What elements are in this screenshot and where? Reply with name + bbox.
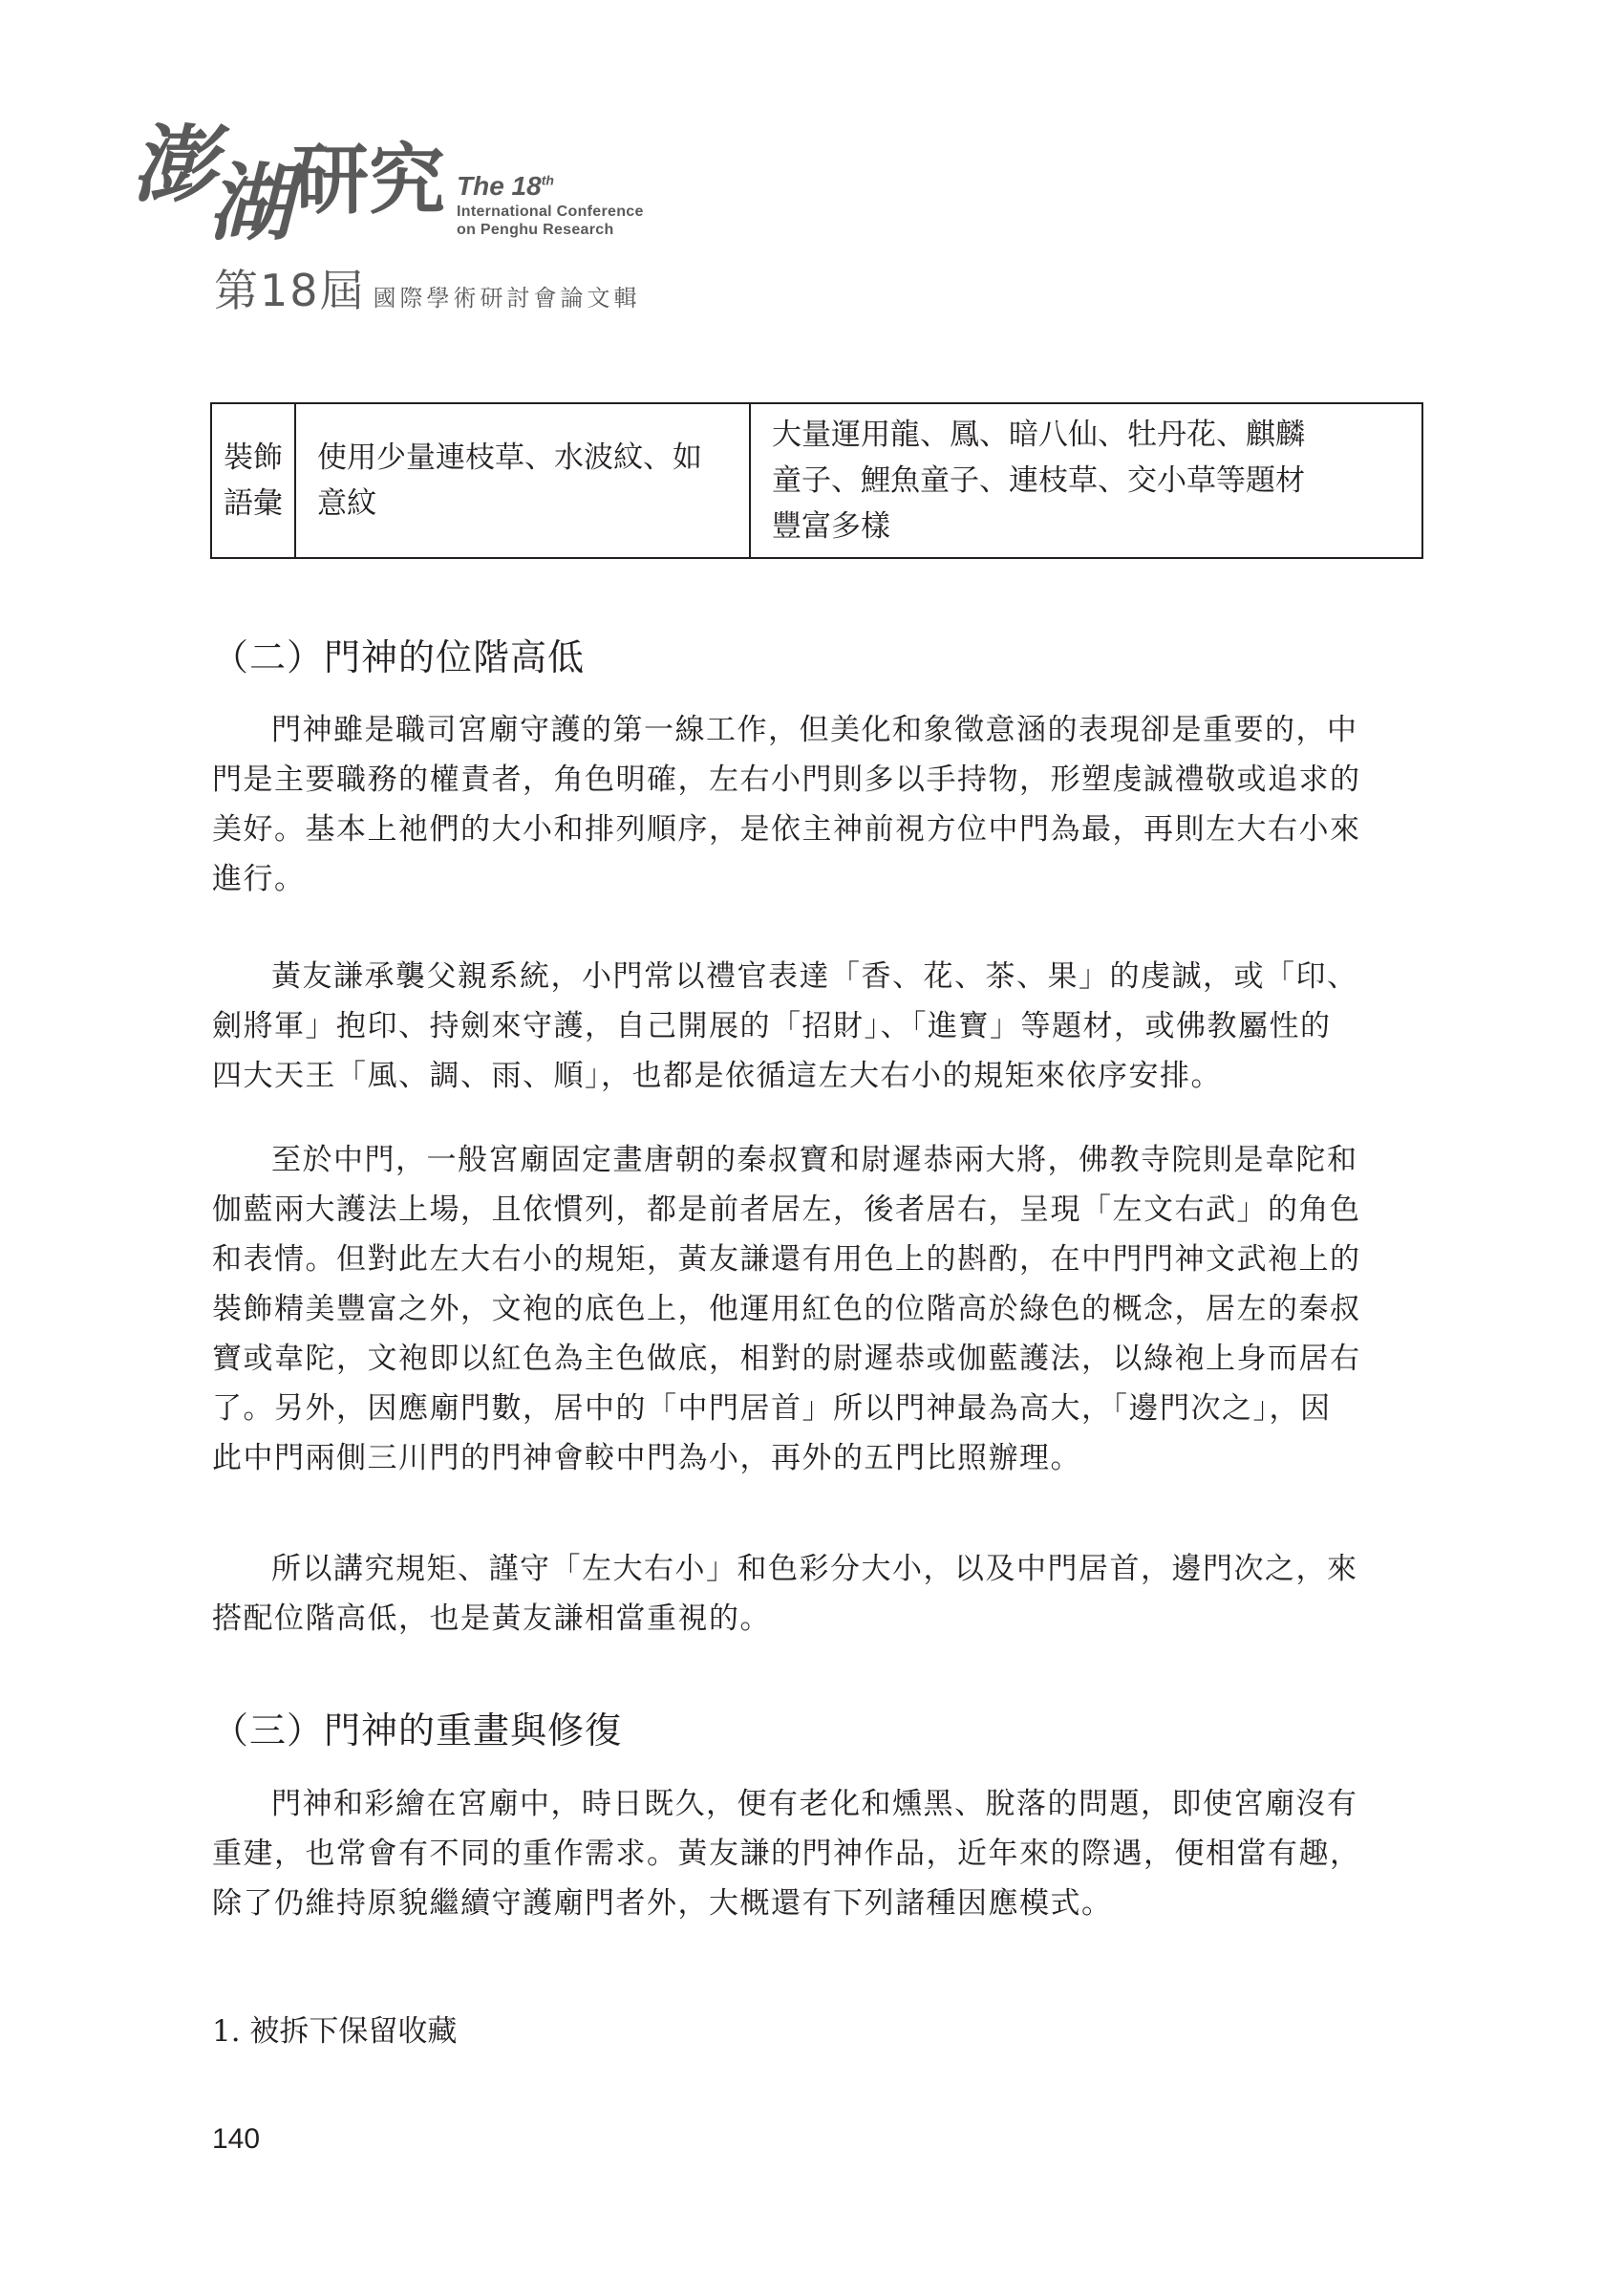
header-en-line1: The 18	[457, 171, 542, 201]
header-english-title	[457, 170, 644, 239]
header-en-line3: on Penghu Research	[457, 221, 614, 238]
section-heading: （二）門神的位階高低	[212, 636, 586, 678]
page-number: 140	[212, 2123, 261, 2155]
list-item: 1. 被拆下保留收藏	[212, 2014, 458, 2049]
header-subtitle-text: 國際學術研討會論文輯	[373, 285, 641, 312]
header-en-sup: th	[541, 172, 554, 188]
header-title-char-2: 湖	[208, 153, 289, 252]
header-title-char-1: 澎	[132, 115, 213, 214]
journal-header	[132, 115, 705, 316]
paragraph: 所以講究規矩、謹守「左大右小」和色彩分大小，以及中門居首，邊門次之，來 搭配位階高低，也是黃友謙相當重視的。	[212, 1552, 1358, 1636]
table-cell-label: 裝飾 語彙	[211, 403, 295, 558]
comparison-table	[210, 402, 1423, 559]
paragraph: 至於中門，一般宮廟固定畫唐朝的秦叔寶和尉遲恭兩大將，佛教寺院則是韋陀和 伽藍兩大護法上場，且依慣列，都是前者居左，後者居右，呈現「左文右武」的角色 和表情。但對此左大右小的規矩，黃友謙還有用色上的斟酌，在中門門神文武袍上的 裝飾精美豐富之外，文袍的底色上，他運用紅色的位階高於綠色的概念，居左的秦叔 寶或韋陀，文袍即以紅色為主色做底，相對的尉遲恭或伽藍護法，以綠袍上身而居右 了。另外，因應廟門數，居中的「中門居首」所以門神最為高大，「邊門次之」，因 此中門兩側三川門的門神會較中門為小，再外的五門比照辦理。	[212, 1143, 1361, 1475]
section-heading: （三）門神的重畫與修復	[212, 1709, 623, 1751]
paragraph: 門神雖是職司宮廟守護的第一線工作，但美化和象徵意涵的表現卻是重要的，中 門是主要職務的權責者，角色明確，左右小門則多以手持物，形塑虔誠禮敬或追求的 美好。基本上祂們的大小和排列順序，是依主神前視方位中門為最，再則左大右小來 進行。	[212, 713, 1361, 896]
paragraph: 門神和彩繪在宮廟中，時日既久，便有老化和燻黑、脫落的問題，即使宮廟沒有 重建，也常會有不同的重作需求。黃友謙的門神作品，近年來的際遇，便相當有趣， 除了仍維持原貌繼續守護廟門者外，大概還有下列諸種因應模式。	[212, 1787, 1361, 1921]
header-subtitle	[214, 256, 641, 319]
header-title-char-3: 研究	[292, 135, 445, 225]
header-en-line2: International Conference	[457, 203, 644, 220]
header-edition: 第18屆	[214, 265, 366, 316]
table-cell-left: 使用少量連枝草、水波紋、如 意紋	[295, 403, 750, 558]
table-row	[211, 403, 1422, 558]
table-cell-right: 大量運用龍、鳳、暗八仙、牡丹花、麒麟 童子、鯉魚童子、連枝草、交小草等題材 豐富多樣	[750, 403, 1422, 558]
paragraph: 黃友謙承襲父親系統，小門常以禮官表達「香、花、茶、果」的虔誠，或「印、 劍將軍」抱印、持劍來守護，自己開展的「招財」、「進寶」等題材，或佛教屬性的 四大天王「風、調、雨、順」，也都是依循這左大右小的規矩來依序安排。	[212, 959, 1358, 1093]
